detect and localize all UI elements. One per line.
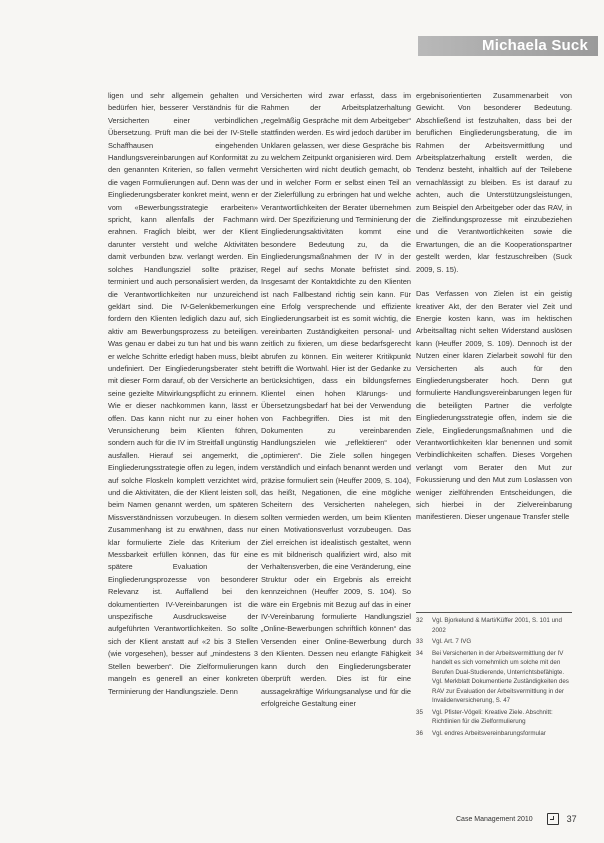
footnote (416, 649, 572, 706)
footnote-number: 34 (416, 649, 423, 657)
paragraph: ligen und sehr allgemein gehalten und bedürfen hier, besserer Verständnis für die Versicherten einer verbindlichen Übersetzung. Prüft man die bei der IV-Stelle Schaffhausen eingehenden Handlungsvereinbarungen auf Konformität zu den genannten Kriterien, so fallen vermehrt die vagen Formulierungen auf. Denn was der Eingliederungsberater konkret meint, wenn er vom «Bewerbungsstrategie erarbeiten» spricht, kann allenfalls der Fachmann erahnen. Fraglich bleibt, wer der Klient darunter versteht und welche Aktivitäten damit verbunden bzw. verlangt werden. Ein solches Handlungsziel sollte präziser, terminiert und auch personalisiert werden, da die Verantwortlichkeiten nur unzureichend geklärt sind. Die IV-Gelenkbemerkungen fordern den Klienten lediglich dazu auf, sich aktiv am Bewerbungsprozess zu beteiligen. Was genau er dabei zu tun hat und bis wann er welche Schritte erledigt haben muss, bleibt undefiniert. Der Eingliederungsberater steht mit dieser Form darauf, ob der Versicherte an seine gezielte Mitwirkungspflicht zu erinnern. Wie er dieser nachkommen kann, lässt er offen. Das kann nicht nur zu einer hohen Verunsicherung beim Klienten führen, sondern auch für die IV im Streitfall ungünstig ausfallen. Hierauf sei angemerkt, die Eingliederungsstrategie offen zu legen, indem auf solche Floskeln komplett verzichtet wird, und die Aktivitäten, die der Klient leisten soll, beim Namen genannt werden, um späteren Missverständnissen vorzubeugen. In diesem Zusammenhang ist zu erwähnen, dass nur klar formulierte Ziele das Kriterium der Messbarkeit erfüllen können, das für eine spätere Evaluation der Eingliederungsprozesse von besonderer Relevanz ist. Auffallend bei den dokumentierten IV-Vereinbarungen ist die unspezifische Ausdrucksweise der aufgeführten Verantwortlichkeiten. So sollte sich der Klient anstatt auf «2 bis 3 Stellen (wie vorgesehen), besser auf „mindestens 3 Stellen bewerben“. Die Zielformulierungen mangeln es generell an einer konkreten Terminierung der Handlungsziele. Denn (108, 91, 258, 696)
footnote (416, 637, 572, 647)
footnote (416, 708, 572, 727)
author-name: Michaela Suck (482, 37, 588, 54)
footnote-number: 35 (416, 708, 423, 716)
magazine-logo-icon (547, 813, 559, 825)
text-column-1 (108, 90, 258, 802)
footnote-number: 33 (416, 638, 423, 645)
paragraph: Versicherten wird zwar erfasst, dass im Rahmen der Arbeitsplatzerhaltung „regelmäßig Gespräche mit dem Arbeitgeber“ stattfinden werden. Es wird jedoch darüber im Unklaren gelassen, wer diese Gespräche bis zu welchem Zeitpunkt organisieren wird. Dem Versicherten wird nicht deutlich gemacht, ob und in welcher Form er selbst einen Teil an der Zielerfüllung zu erbringen hat und welche Verantwortlichkeiten der Berater übernehmen wird. Der Spezifizierung und Terminierung der Eingliederungsaktivitäten kommt eine besondere Bedeutung zu, da die Eingliederungsmaßnahmen der IV in der Regel auf sechs Monate befristet sind. Insgesamt der Kontaktdichte zu den Klienten ist nach Fallbestand richtig sein kann. Für eine Erfolg versprechende und effiziente Eingliederungsarbeit ist es somit wichtig, die vereinbarten Zuständigkeiten personal- und zeitlich zu fixieren, um diese bedarfsgerecht abrufen zu können. Ein weiterer Kritikpunkt betrifft die Wortwahl. Hier ist der Gedanke zu berücksichtigen, dass ein bildungsfernes Klientel einen hohen Klärungs- und Übersetzungsbedarf hat bei der Verwendung von Fachbegriffen. Dies ist mit den Dokumenten zu vereinbarenden Handlungszielen wie „reflektieren“ oder „optimieren“. Die Ziele sollen hingegen verständlich und einfach benannt werden und präzise formuliert sein (Heuffer 2009, S. 104), das heißt, Negationen, die eine mögliche Scheitern des Versicherten nahelegen, sollten vermieden werden, um beim Klienten einen Motivationsverlust vorzubeugen. Das Ziel erreichen ist idealistisch gestaltet, wenn es mit bildnerisch qualifiziert wird, also mit Verhaltensverben, die eine Veränderung, eine Struktur oder ein Ergebnis als erreicht kennzeichnen (Heuffer 2009, S. 104). So wäre ein Ergebnis mit Bezug auf das in einer IV-Vereinbarung formulierte Handlungsziel „Online-Bewerbungen schriftlich können“ das Versenden einer Online-Bewerbung durch den Klienten. Dessen neu erlangte Fähigkeit kann durch den Eingliederungsberater überprüft werden. Dies ist für eine aussagekräftige Wirkungsanalyse und für die erfolgreiche Gestaltung einer (261, 91, 411, 708)
page-footer (456, 812, 577, 826)
page-number: 37 (566, 814, 577, 824)
footnote-text: Vgl. Bjorkelund & Marti/Küffer 2001, S. 101 und 2002 (432, 617, 562, 634)
footnote-text: Vgl. Art. 7 IVG (432, 638, 472, 645)
footnotes (416, 612, 572, 740)
text-column-2 (261, 90, 411, 802)
paragraph: Das Verfassen von Zielen ist ein geistig kreativer Akt, der den Berater viel Zeit und Energie kosten kann, was im hektischen Arbeitsalltag nicht selten Widerstand auslösen kann (Heuffer 2009, S. 109). Dennoch ist der Nutzen einer klaren Zielarbeit sowohl für den Versicherten als auch für den Eingliederungsberater hoch. Denn gut formulierte Handlungsvereinbarungen legen für die beteiligten Partner die verfolgte Eingliederungsstrategie offen, indem sie die Ziele, Eingliederungsmaßnahmen und die Verantwortlichkeiten klar benennen und somit Verbindlichkeiten schaffen. Dieses Vorgehen verlangt vom Berater den Mut zur Fokussierung und den Mut zum Loslassen von weniger zielführenden Entscheidungen, die sich hierbei in der Zielvereinbarung manifestieren. Dieser ungenaue Transfer stelle (416, 289, 572, 522)
author-banner (418, 36, 598, 56)
footnote-number: 32 (416, 617, 423, 624)
paragraph: ergebnisorientierten Zusammenarbeit von Gewicht. Von besonderer Bedeutung. Abschließend ist festzuhalten, dass bei der beruflichen Eingliederungsberatung, die im Rahmen der Arbeitsvermittlung und Arbeitsplatzerhaltung erstellt werden, die Tendenz besteht, inhaltlich auf der Teilebene vernachlässigt zu bleiben. Es ist darauf zu achten, auch die Unterstützungsleistungen, zum Beispiel den Arbeitgeber oder das RAV, in die Zielfindungsprozesse mit einzubeziehen und die Verantwortlichkeiten sowie die Erwartungen, die an die Kooperationspartner gestellt werden, klar festzuschreiben (Suck 2009, S. 15). (416, 91, 572, 274)
footnote (416, 616, 572, 635)
footnote-text: Vgl. Pfister-Vögeli: Kreative Ziele. Abschnitt: Richtlinien für die Zielformulierung (432, 708, 553, 725)
footnote (416, 729, 572, 739)
publication-name: Case Management 2010 (456, 815, 533, 823)
footnote-text: Bei Versicherten in der Arbeitsvermittlung der IV handelt es sich vornehmlich um solche mit den Berufen Dual-Studierende, Unterrichtsbefähigte. Vgl. Merkblatt Dokumentierte Zuständigkeiten des RAV zur Evaluation der Arbeitsvermittlung in der Invalidenversicherung, S. 47 (432, 649, 569, 704)
footnote-text: Vgl. endres Arbeitsvereinbarungsformular (432, 729, 546, 737)
footnote-number: 36 (416, 729, 423, 737)
